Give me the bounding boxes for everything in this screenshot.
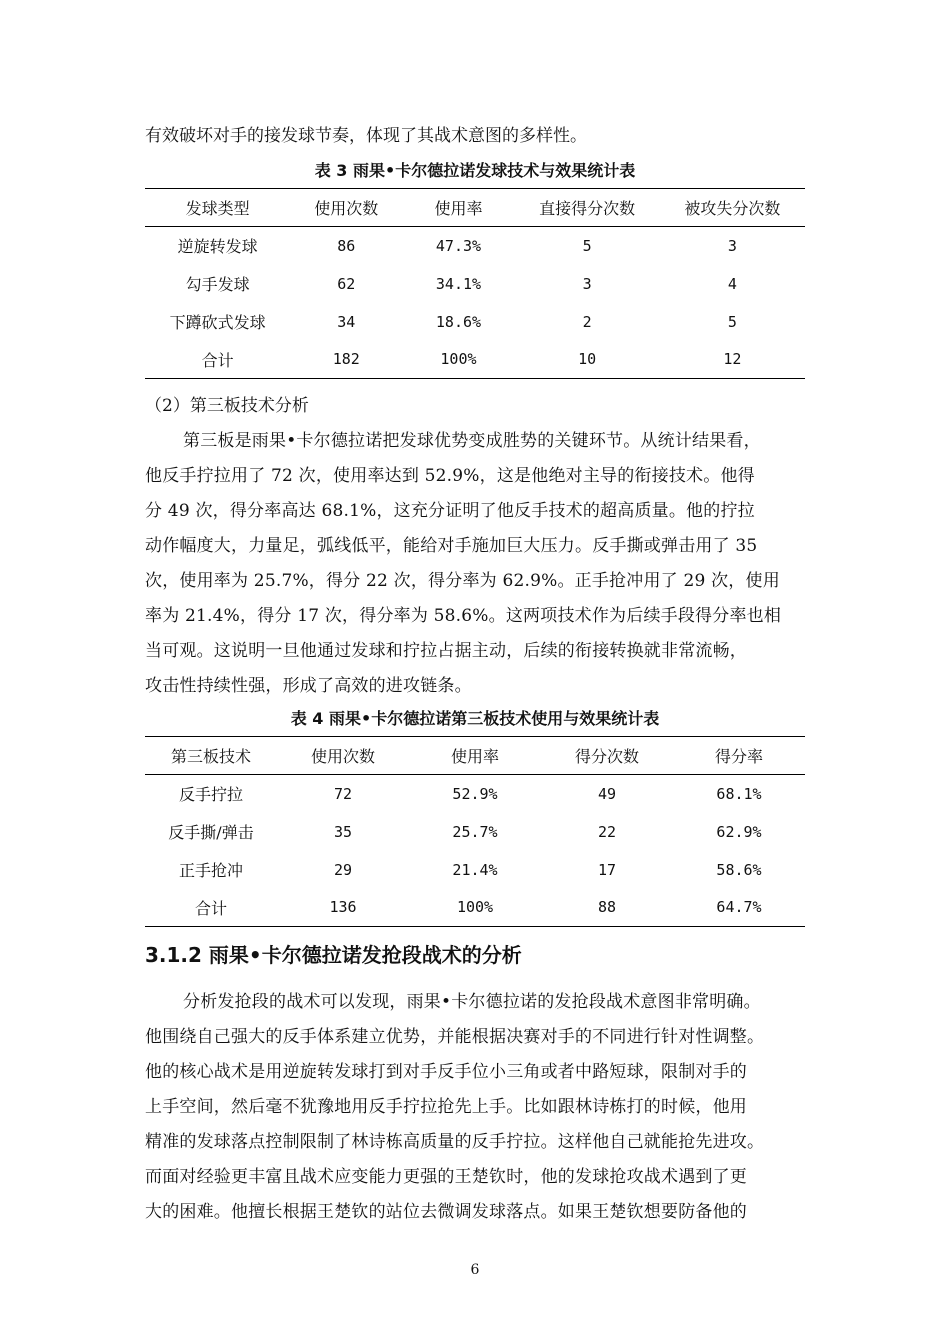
- table-cell: 86: [337, 236, 356, 255]
- paragraph-line: 分 49 次，得分率高达 68.1%，这充分证明了他反手技术的超高质量。他的拧拉: [145, 501, 755, 521]
- page-number: 6: [470, 1262, 480, 1278]
- table-header-cell: 得分次数: [541, 737, 673, 775]
- table-cell: 反手撕/弹击: [168, 823, 254, 842]
- table-cell: 合计: [145, 341, 290, 379]
- table-header-row: [145, 189, 805, 227]
- table-cell: 2: [582, 312, 592, 331]
- intro-line: 有效破坏对手的接发球节奏，体现了其战术意图的多样性。: [145, 126, 587, 146]
- table-header-cell: 发球类型: [145, 189, 290, 227]
- table-cell: 35: [333, 822, 353, 841]
- table-cell: 100%: [409, 889, 541, 927]
- paragraph-line: 上手空间，然后毫不犹豫地用反手拧拉抢先上手。比如跟林诗栋打的时候，他用: [145, 1097, 747, 1117]
- table-cell: 72: [333, 784, 353, 803]
- table-cell: 合计: [145, 889, 277, 927]
- table-cell: 17: [597, 860, 617, 879]
- table-row: [145, 303, 805, 341]
- table-cell: 10: [515, 341, 660, 379]
- table-row: [145, 775, 805, 813]
- table-cell: 182: [290, 341, 402, 379]
- table-cell: 正手抢冲: [178, 861, 243, 880]
- table4-caption: 表 4 雨果•卡尔德拉诺第三板技术使用与效果统计表: [290, 709, 660, 728]
- table-cell: 100%: [402, 341, 514, 379]
- paragraph-line: 次，使用率为 25.7%，得分 22 次，得分率为 62.9%。正手抢冲用了 29 次，使用: [145, 571, 780, 591]
- table-row: [145, 265, 805, 303]
- table4: [145, 736, 805, 927]
- table-cell: 29: [333, 860, 353, 879]
- paragraph-line: 当可观。这说明一旦他通过发球和拧拉占据主动，后续的衔接转换就非常流畅，: [145, 641, 747, 661]
- table-cell: 12: [660, 341, 805, 379]
- table-cell: 逆旋转发球: [177, 237, 258, 257]
- table-header-cell: 使用率: [409, 737, 541, 775]
- table-cell: 52.9%: [452, 784, 498, 803]
- table-header-row: [145, 737, 805, 775]
- table-row: [145, 851, 805, 889]
- paragraph-line: 动作幅度大，力量足，弧线低平，能给对手施加巨大压力。反手撕或弹击用了 35: [145, 536, 758, 556]
- table-header-cell: 直接得分次数: [515, 189, 660, 227]
- table-cell: 34.1%: [435, 274, 482, 293]
- table-cell: 5: [582, 236, 592, 255]
- table-row: [145, 341, 805, 379]
- table-header-cell: 第三板技术: [145, 737, 277, 775]
- table-cell: 47.3%: [435, 236, 482, 255]
- table-cell: 18.6%: [435, 312, 482, 331]
- table3-caption: 表 3 雨果•卡尔德拉诺发球技术与效果统计表: [314, 161, 636, 180]
- paragraph-line: 分析发抢段的战术可以发现，雨果•卡尔德拉诺的发抢段战术意图非常明确。: [183, 992, 761, 1012]
- table-header-cell: 被攻失分次数: [660, 189, 805, 227]
- paragraph-line: 率为 21.4%，得分 17 次，得分率为 58.6%。这两项技术作为后续手段得分率也相: [145, 606, 782, 626]
- table-cell: 136: [277, 889, 409, 927]
- table-cell: 下蹲砍式发球: [169, 313, 266, 332]
- table-cell: 22: [597, 822, 617, 841]
- paragraph-line: 精准的发球落点控制限制了林诗栋高质量的反手拧拉。这样他自己就能抢先进攻。: [145, 1132, 765, 1152]
- table-cell: 64.7%: [673, 889, 805, 927]
- table-row: [145, 227, 805, 265]
- table-row: [145, 889, 805, 927]
- table-row: [145, 813, 805, 851]
- table-header-cell: 使用率: [402, 189, 514, 227]
- paragraph-line: 大的困难。他擅长根据王楚钦的站位去微调发球落点。如果王楚钦想要防备他的: [145, 1202, 747, 1222]
- table-cell: 反手拧拉: [178, 785, 243, 805]
- table3: [145, 188, 805, 379]
- table-cell: 勾手发球: [185, 275, 250, 294]
- table-cell: 3: [582, 274, 592, 293]
- table-cell: 5: [727, 312, 737, 331]
- paragraph-line: 他围绕自己强大的反手体系建立优势，并能根据决赛对手的不同进行针对性调整。: [145, 1027, 765, 1047]
- section-heading: （2）第三板技术分析: [145, 396, 309, 416]
- table-cell: 62.9%: [716, 822, 762, 841]
- paragraph-line: 第三板是雨果•卡尔德拉诺把发球优势变成胜势的关键环节。从统计结果看，: [183, 431, 761, 451]
- table-cell: 49: [597, 784, 617, 803]
- paragraph-line: 他的核心战术是用逆旋转发球打到对手反手位小三角或者中路短球，限制对手的: [145, 1062, 747, 1082]
- table-cell: 34: [337, 312, 356, 331]
- table-cell: 25.7%: [452, 822, 498, 841]
- table-cell: 62: [337, 274, 356, 293]
- table-cell: 88: [541, 889, 673, 927]
- table-cell: 3: [727, 236, 737, 255]
- table-header-cell: 使用次数: [277, 737, 409, 775]
- table-cell: 4: [727, 274, 737, 293]
- subsection-heading: 3.1.2 雨果•卡尔德拉诺发抢段战术的分析: [145, 943, 522, 967]
- table-cell: 58.6%: [716, 860, 762, 879]
- paragraph-line: 他反手拧拉用了 72 次，使用率达到 52.9%，这是他绝对主导的衔接技术。他得: [145, 466, 755, 486]
- paragraph-line: 而面对经验更丰富且战术应变能力更强的王楚钦时，他的发球抢攻战术遇到了更: [145, 1167, 747, 1187]
- paragraph-line: 攻击性持续性强，形成了高效的进攻链条。: [145, 676, 472, 696]
- table-cell: 68.1%: [716, 784, 762, 803]
- table-header-cell: 得分率: [673, 737, 805, 775]
- table-cell: 21.4%: [452, 860, 498, 879]
- table-header-cell: 使用次数: [290, 189, 402, 227]
